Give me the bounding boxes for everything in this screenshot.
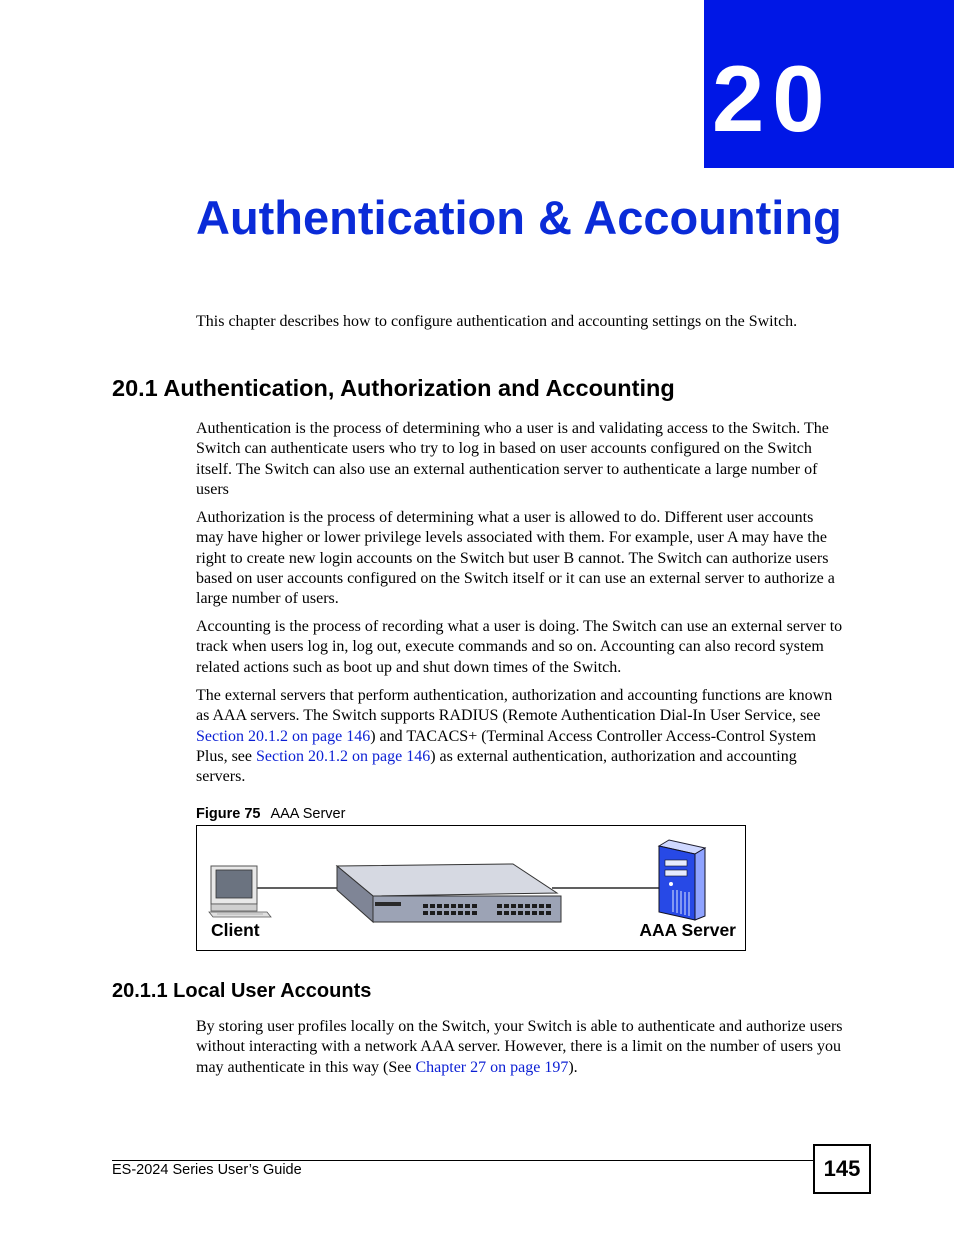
local-text-2: ). [568, 1058, 578, 1076]
paragraph-accounting: Accounting is the process of recording what a user is doing. The Switch can use an external server to track when users log in, log out, execute commands and so on. Accounting can also record system related actions such as boot up and shut down times of the Switch. [196, 618, 843, 676]
aaa-server-label: AAA Server [639, 920, 736, 940]
figure-caption [196, 806, 345, 822]
intro-paragraph: This chapter describes how to configure authentication and accounting settings on the Switch. [196, 313, 798, 330]
figure-number: Figure 75 [196, 806, 261, 822]
paragraph-aaa-servers [196, 686, 844, 787]
aaa-text-3: ) as external authentication, authorization and accounting servers. [196, 747, 797, 786]
page-number: 145 [813, 1144, 871, 1194]
chapter-title: Authentication & Accounting [196, 191, 842, 244]
paragraph-local-user-accounts [196, 1017, 844, 1078]
section-heading-20-1-1: 20.1.1 Local User Accounts [112, 980, 372, 1002]
server-tower-icon [659, 840, 705, 920]
client-computer-icon [209, 866, 271, 917]
section-heading-20-1: 20.1 Authentication, Authorization and Accounting [112, 375, 675, 401]
paragraph-authentication: Authentication is the process of determining who a user is and validating access to the Switch. The Switch can authenticate users who try to log in based on user accounts configured on the Switch itself. The Switch can also use an external authentication server to authenticate a large number of users [196, 420, 829, 498]
chapter-number: 20 [712, 46, 833, 151]
paragraph-authorization: Authorization is the process of determining what a user is allowed to do. Different user accounts may have higher or lower privilege levels associated with them. For example, user A may have the right to create new login accounts on the Switch but user B cannot. The Switch can authorize users based on user accounts configured on the Switch itself or it can use an external server to authorize a large number of users. [196, 509, 835, 608]
aaa-server-figure [196, 825, 746, 951]
aaa-text-1: The external servers that perform authentication, authorization and accounting functions are known as AAA servers. The Switch supports RADIUS (Remote Authentication Dial-In User Service, see [196, 687, 833, 725]
local-text-1: By storing user profiles locally on the Switch, your Switch is able to authenticate and authorize users without interacting with a network AAA server. However, there is a limit on the number of users you may authenticate in this way (See [196, 1018, 843, 1076]
footer-guide-title: ES-2024 Series User’s Guide [112, 1162, 302, 1178]
figure-title: AAA Server [270, 806, 346, 822]
link-section-20-1-2-radius[interactable]: Section 20.1.2 on page 146 [196, 727, 371, 745]
link-chapter-27[interactable]: Chapter 27 on page 197 [415, 1058, 569, 1076]
aaa-text-2: ) and TACACS+ (Terminal Access Controller Access-Control System Plus, see [196, 727, 817, 765]
switch-icon [337, 864, 561, 922]
client-label: Client [211, 920, 260, 940]
footer-divider [112, 1160, 814, 1161]
link-section-20-1-2-tacacs[interactable]: Section 20.1.2 on page 146 [256, 747, 431, 765]
